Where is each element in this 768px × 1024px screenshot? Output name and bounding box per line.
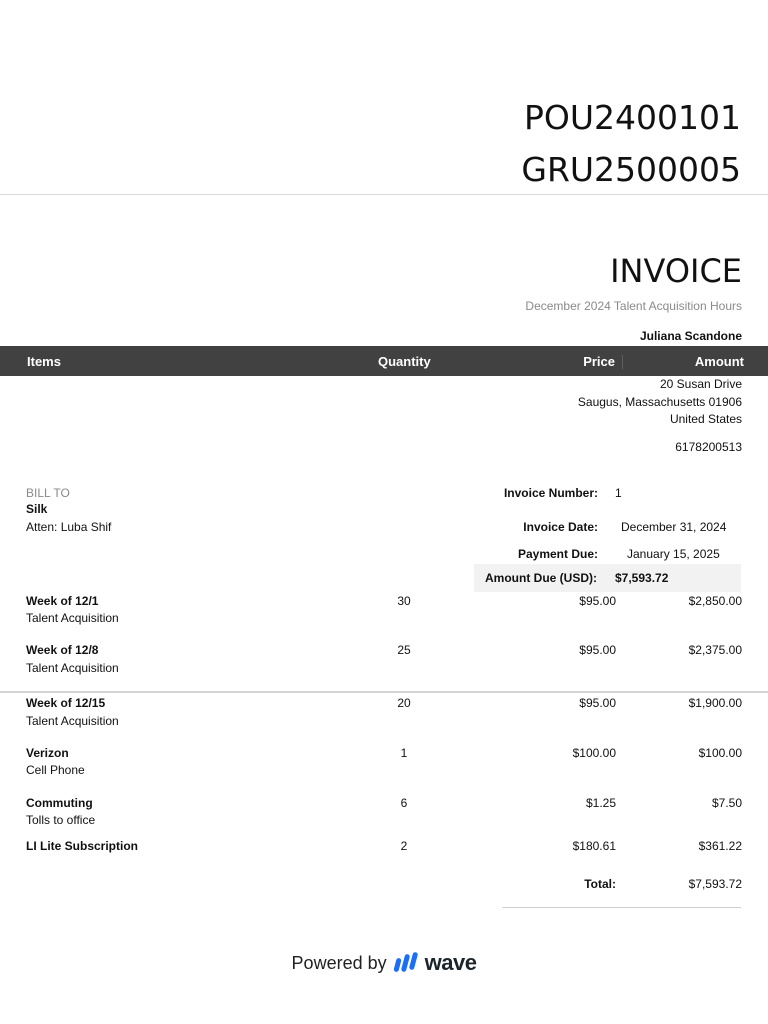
header-divider [0, 194, 768, 195]
line-item-amount: $361.22 [698, 839, 742, 853]
payment-due-label: Payment Due: [517, 547, 598, 561]
total-value: $7,593.72 [688, 877, 742, 891]
line-item-description: Talent Acquisition [26, 661, 119, 675]
header-quantity: Quantity [378, 354, 431, 369]
bill-to-name: Silk [26, 502, 48, 516]
payment-due-value: January 15, 2025 [627, 547, 720, 561]
page-divider [0, 691, 768, 693]
line-item-price: $1.25 [585, 796, 616, 810]
document-code-2: GRU2500005 [521, 150, 741, 189]
header-price: Price [583, 354, 615, 369]
line-item-name: LI Lite Subscription [26, 839, 139, 853]
invoice-number-value: 1 [615, 486, 622, 500]
line-item-name: Week of 12/15 [26, 696, 106, 710]
line-item-amount: $7.50 [711, 796, 742, 810]
sender-address-line1: 20 Susan Drive [659, 377, 742, 391]
line-item-price: $100.00 [572, 746, 616, 760]
line-item-description: Talent Acquisition [26, 611, 119, 625]
line-item-amount: $1,900.00 [688, 696, 742, 710]
line-item-quantity: 2 [400, 839, 408, 853]
line-item-name: Week of 12/8 [26, 643, 99, 657]
header-amount: Amount [694, 354, 744, 369]
sender-country: United States [669, 412, 742, 426]
line-item-quantity: 6 [400, 796, 408, 810]
line-item-name: Verizon [26, 746, 69, 760]
line-item-quantity: 20 [397, 696, 411, 710]
bill-to-attention: Atten: Luba Shif [26, 520, 112, 534]
powered-by-text: Powered by [291, 952, 387, 973]
line-item-price: $95.00 [579, 696, 616, 710]
line-item-price: $95.00 [579, 594, 616, 608]
amount-due-value: $7,593.72 [615, 571, 669, 585]
line-item-description: Cell Phone [26, 763, 85, 777]
sender-name: Juliana Scandone [639, 329, 742, 343]
invoice-subtitle: December 2024 Talent Acquisition Hours [525, 299, 742, 313]
line-item-amount: $100.00 [698, 746, 742, 760]
powered-by-footer[interactable] [0, 950, 768, 976]
total-underline [502, 907, 741, 908]
wave-logo-icon [393, 951, 419, 975]
invoice-date-value: December 31, 2024 [621, 520, 727, 534]
amount-due-label: Amount Due (USD): [485, 571, 597, 585]
invoice-title: INVOICE [610, 252, 742, 290]
line-item-name: Commuting [26, 796, 93, 810]
items-table-header [0, 346, 768, 376]
line-item-quantity: 25 [397, 643, 411, 657]
line-item-price: $95.00 [579, 643, 616, 657]
line-item-amount: $2,850.00 [688, 594, 742, 608]
header-items: Items [27, 354, 61, 369]
wave-brand-text: wave [424, 950, 477, 975]
line-item-description: Talent Acquisition [26, 714, 119, 728]
total-label: Total: [584, 877, 616, 891]
line-item-quantity: 30 [397, 594, 411, 608]
header-separator [622, 355, 623, 369]
line-item-price: $180.61 [572, 839, 616, 853]
bill-to-label: BILL TO [26, 486, 70, 500]
sender-phone: 6178200513 [675, 440, 742, 454]
invoice-date-label: Invoice Date: [523, 520, 598, 534]
line-item-amount: $2,375.00 [688, 643, 742, 657]
line-item-description: Tolls to office [26, 813, 96, 827]
invoice-number-label: Invoice Number: [503, 486, 598, 500]
line-item-quantity: 1 [400, 746, 408, 760]
line-item-name: Week of 12/1 [26, 594, 99, 608]
sender-address-line2: Saugus, Massachusetts 01906 [577, 395, 742, 409]
document-code-1: POU2400101 [524, 98, 741, 137]
